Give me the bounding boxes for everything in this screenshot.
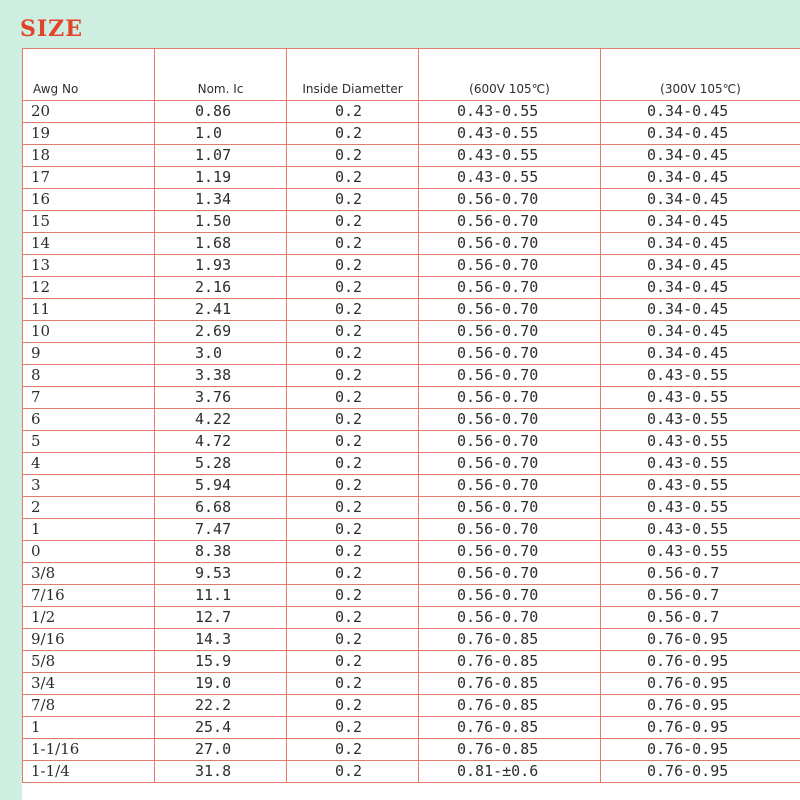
cell-600v: 0.56-0.70	[419, 321, 601, 343]
cell-600v: 0.43-0.55	[419, 167, 601, 189]
header-600v: (600V 105℃)	[419, 49, 601, 101]
cell-nom-ic: 27.0	[155, 739, 287, 761]
cell-awg-no: 1-1/16	[23, 739, 155, 761]
cell-300v: 0.56-0.7	[601, 607, 800, 629]
cell-awg-no: 1	[23, 519, 155, 541]
cell-inside-diameter: 0.2	[287, 453, 419, 475]
cell-nom-ic: 2.69	[155, 321, 287, 343]
cell-300v: 0.43-0.55	[601, 453, 800, 475]
cell-600v: 0.76-0.85	[419, 629, 601, 651]
cell-inside-diameter: 0.2	[287, 497, 419, 519]
table-row	[23, 563, 800, 585]
table-row	[23, 739, 800, 761]
table-row	[23, 695, 800, 717]
table-row	[23, 299, 800, 321]
cell-300v: 0.76-0.95	[601, 739, 800, 761]
table-row	[23, 519, 800, 541]
cell-nom-ic: 4.72	[155, 431, 287, 453]
cell-inside-diameter: 0.2	[287, 761, 419, 783]
cell-300v: 0.34-0.45	[601, 145, 800, 167]
cell-nom-ic: 5.28	[155, 453, 287, 475]
cell-inside-diameter: 0.2	[287, 607, 419, 629]
cell-inside-diameter: 0.2	[287, 431, 419, 453]
cell-awg-no: 1	[23, 717, 155, 739]
cell-awg-no: 3/8	[23, 563, 155, 585]
cell-awg-no: 18	[23, 145, 155, 167]
cell-600v: 0.76-0.85	[419, 651, 601, 673]
cell-300v: 0.76-0.95	[601, 629, 800, 651]
cell-awg-no: 3/4	[23, 673, 155, 695]
cell-600v: 0.76-0.85	[419, 695, 601, 717]
cell-300v: 0.34-0.45	[601, 101, 800, 123]
cell-600v: 0.56-0.70	[419, 607, 601, 629]
header-awg-no: Awg No	[23, 49, 155, 101]
cell-300v: 0.43-0.55	[601, 431, 800, 453]
cell-300v: 0.34-0.45	[601, 299, 800, 321]
cell-nom-ic: 31.8	[155, 761, 287, 783]
cell-inside-diameter: 0.2	[287, 629, 419, 651]
cell-nom-ic: 0.86	[155, 101, 287, 123]
table-row	[23, 123, 800, 145]
cell-600v: 0.56-0.70	[419, 255, 601, 277]
cell-nom-ic: 9.53	[155, 563, 287, 585]
cell-nom-ic: 2.41	[155, 299, 287, 321]
table-body	[23, 101, 800, 783]
cell-awg-no: 9/16	[23, 629, 155, 651]
table-row	[23, 321, 800, 343]
cell-inside-diameter: 0.2	[287, 739, 419, 761]
cell-600v: 0.76-0.85	[419, 739, 601, 761]
cell-awg-no: 17	[23, 167, 155, 189]
cell-600v: 0.56-0.70	[419, 387, 601, 409]
table-row	[23, 431, 800, 453]
cell-nom-ic: 11.1	[155, 585, 287, 607]
table-row	[23, 255, 800, 277]
table-row	[23, 585, 800, 607]
table-row	[23, 541, 800, 563]
cell-awg-no: 1-1/4	[23, 761, 155, 783]
cell-300v: 0.76-0.95	[601, 761, 800, 783]
cell-nom-ic: 4.22	[155, 409, 287, 431]
cell-nom-ic: 12.7	[155, 607, 287, 629]
size-table	[22, 48, 800, 783]
cell-300v: 0.76-0.95	[601, 717, 800, 739]
cell-600v: 0.56-0.70	[419, 431, 601, 453]
cell-nom-ic: 1.93	[155, 255, 287, 277]
cell-inside-diameter: 0.2	[287, 321, 419, 343]
cell-600v: 0.76-0.85	[419, 673, 601, 695]
cell-inside-diameter: 0.2	[287, 475, 419, 497]
cell-nom-ic: 1.19	[155, 167, 287, 189]
table-row	[23, 629, 800, 651]
cell-inside-diameter: 0.2	[287, 717, 419, 739]
cell-inside-diameter: 0.2	[287, 299, 419, 321]
table-row	[23, 651, 800, 673]
cell-600v: 0.76-0.85	[419, 717, 601, 739]
table-row	[23, 497, 800, 519]
cell-awg-no: 16	[23, 189, 155, 211]
table-row	[23, 233, 800, 255]
cell-inside-diameter: 0.2	[287, 519, 419, 541]
table-row	[23, 761, 800, 783]
cell-inside-diameter: 0.2	[287, 409, 419, 431]
cell-nom-ic: 3.0	[155, 343, 287, 365]
cell-nom-ic: 3.76	[155, 387, 287, 409]
cell-600v: 0.56-0.70	[419, 453, 601, 475]
cell-nom-ic: 19.0	[155, 673, 287, 695]
table-row	[23, 453, 800, 475]
cell-300v: 0.34-0.45	[601, 189, 800, 211]
cell-600v: 0.56-0.70	[419, 541, 601, 563]
cell-300v: 0.34-0.45	[601, 277, 800, 299]
cell-nom-ic: 3.38	[155, 365, 287, 387]
cell-600v: 0.81-±0.6	[419, 761, 601, 783]
cell-inside-diameter: 0.2	[287, 189, 419, 211]
table-row	[23, 673, 800, 695]
cell-nom-ic: 6.68	[155, 497, 287, 519]
table-row	[23, 475, 800, 497]
cell-300v: 0.34-0.45	[601, 343, 800, 365]
cell-nom-ic: 7.47	[155, 519, 287, 541]
cell-nom-ic: 15.9	[155, 651, 287, 673]
table-row	[23, 409, 800, 431]
cell-300v: 0.56-0.7	[601, 585, 800, 607]
cell-600v: 0.56-0.70	[419, 409, 601, 431]
cell-awg-no: 12	[23, 277, 155, 299]
cell-inside-diameter: 0.2	[287, 343, 419, 365]
cell-600v: 0.56-0.70	[419, 189, 601, 211]
table-row	[23, 365, 800, 387]
cell-600v: 0.56-0.70	[419, 585, 601, 607]
cell-nom-ic: 14.3	[155, 629, 287, 651]
cell-awg-no: 1/2	[23, 607, 155, 629]
cell-inside-diameter: 0.2	[287, 233, 419, 255]
cell-nom-ic: 2.16	[155, 277, 287, 299]
cell-nom-ic: 1.0	[155, 123, 287, 145]
cell-inside-diameter: 0.2	[287, 673, 419, 695]
table-row	[23, 343, 800, 365]
cell-300v: 0.34-0.45	[601, 123, 800, 145]
cell-inside-diameter: 0.2	[287, 387, 419, 409]
cell-300v: 0.43-0.55	[601, 475, 800, 497]
cell-600v: 0.56-0.70	[419, 563, 601, 585]
cell-300v: 0.43-0.55	[601, 541, 800, 563]
cell-nom-ic: 1.68	[155, 233, 287, 255]
cell-600v: 0.56-0.70	[419, 475, 601, 497]
cell-inside-diameter: 0.2	[287, 145, 419, 167]
cell-inside-diameter: 0.2	[287, 695, 419, 717]
cell-300v: 0.43-0.55	[601, 519, 800, 541]
cell-inside-diameter: 0.2	[287, 211, 419, 233]
cell-awg-no: 7	[23, 387, 155, 409]
table-row	[23, 101, 800, 123]
cell-awg-no: 7/16	[23, 585, 155, 607]
cell-300v: 0.43-0.55	[601, 409, 800, 431]
cell-600v: 0.43-0.55	[419, 101, 601, 123]
table-header-row	[23, 49, 800, 101]
cell-awg-no: 4	[23, 453, 155, 475]
cell-nom-ic: 22.2	[155, 695, 287, 717]
cell-inside-diameter: 0.2	[287, 651, 419, 673]
cell-inside-diameter: 0.2	[287, 365, 419, 387]
page-title: SIZE	[20, 16, 84, 42]
cell-300v: 0.76-0.95	[601, 695, 800, 717]
cell-awg-no: 9	[23, 343, 155, 365]
cell-300v: 0.43-0.55	[601, 365, 800, 387]
table-row	[23, 211, 800, 233]
cell-inside-diameter: 0.2	[287, 585, 419, 607]
cell-awg-no: 8	[23, 365, 155, 387]
cell-awg-no: 2	[23, 497, 155, 519]
cell-300v: 0.34-0.45	[601, 211, 800, 233]
cell-awg-no: 3	[23, 475, 155, 497]
cell-600v: 0.56-0.70	[419, 299, 601, 321]
cell-300v: 0.34-0.45	[601, 321, 800, 343]
cell-600v: 0.56-0.70	[419, 233, 601, 255]
cell-600v: 0.56-0.70	[419, 365, 601, 387]
cell-awg-no: 14	[23, 233, 155, 255]
cell-nom-ic: 1.50	[155, 211, 287, 233]
cell-300v: 0.76-0.95	[601, 651, 800, 673]
cell-awg-no: 7/8	[23, 695, 155, 717]
table-row	[23, 145, 800, 167]
cell-nom-ic: 1.07	[155, 145, 287, 167]
cell-600v: 0.56-0.70	[419, 497, 601, 519]
cell-awg-no: 0	[23, 541, 155, 563]
cell-300v: 0.56-0.7	[601, 563, 800, 585]
cell-inside-diameter: 0.2	[287, 167, 419, 189]
cell-600v: 0.56-0.70	[419, 277, 601, 299]
cell-600v: 0.56-0.70	[419, 343, 601, 365]
cell-nom-ic: 8.38	[155, 541, 287, 563]
cell-300v: 0.34-0.45	[601, 167, 800, 189]
cell-600v: 0.56-0.70	[419, 211, 601, 233]
cell-awg-no: 13	[23, 255, 155, 277]
table-row	[23, 607, 800, 629]
table-row	[23, 717, 800, 739]
header-nom-ic: Nom. Ic	[155, 49, 287, 101]
cell-awg-no: 20	[23, 101, 155, 123]
cell-awg-no: 5	[23, 431, 155, 453]
cell-nom-ic: 1.34	[155, 189, 287, 211]
cell-inside-diameter: 0.2	[287, 123, 419, 145]
cell-600v: 0.56-0.70	[419, 519, 601, 541]
cell-awg-no: 10	[23, 321, 155, 343]
cell-inside-diameter: 0.2	[287, 563, 419, 585]
table-row	[23, 167, 800, 189]
cell-nom-ic: 25.4	[155, 717, 287, 739]
cell-300v: 0.76-0.95	[601, 673, 800, 695]
cell-nom-ic: 5.94	[155, 475, 287, 497]
cell-awg-no: 11	[23, 299, 155, 321]
cell-awg-no: 6	[23, 409, 155, 431]
cell-awg-no: 15	[23, 211, 155, 233]
table-row	[23, 387, 800, 409]
cell-300v: 0.34-0.45	[601, 255, 800, 277]
cell-600v: 0.43-0.55	[419, 145, 601, 167]
table-row	[23, 277, 800, 299]
header-inside-diameter: Inside Diametter	[287, 49, 419, 101]
cell-awg-no: 5/8	[23, 651, 155, 673]
cell-300v: 0.43-0.55	[601, 387, 800, 409]
cell-300v: 0.34-0.45	[601, 233, 800, 255]
header-300v: (300V 105℃)	[601, 49, 800, 101]
cell-inside-diameter: 0.2	[287, 101, 419, 123]
cell-inside-diameter: 0.2	[287, 541, 419, 563]
cell-600v: 0.43-0.55	[419, 123, 601, 145]
cell-300v: 0.43-0.55	[601, 497, 800, 519]
cell-inside-diameter: 0.2	[287, 277, 419, 299]
cell-inside-diameter: 0.2	[287, 255, 419, 277]
cell-awg-no: 19	[23, 123, 155, 145]
table-row	[23, 189, 800, 211]
